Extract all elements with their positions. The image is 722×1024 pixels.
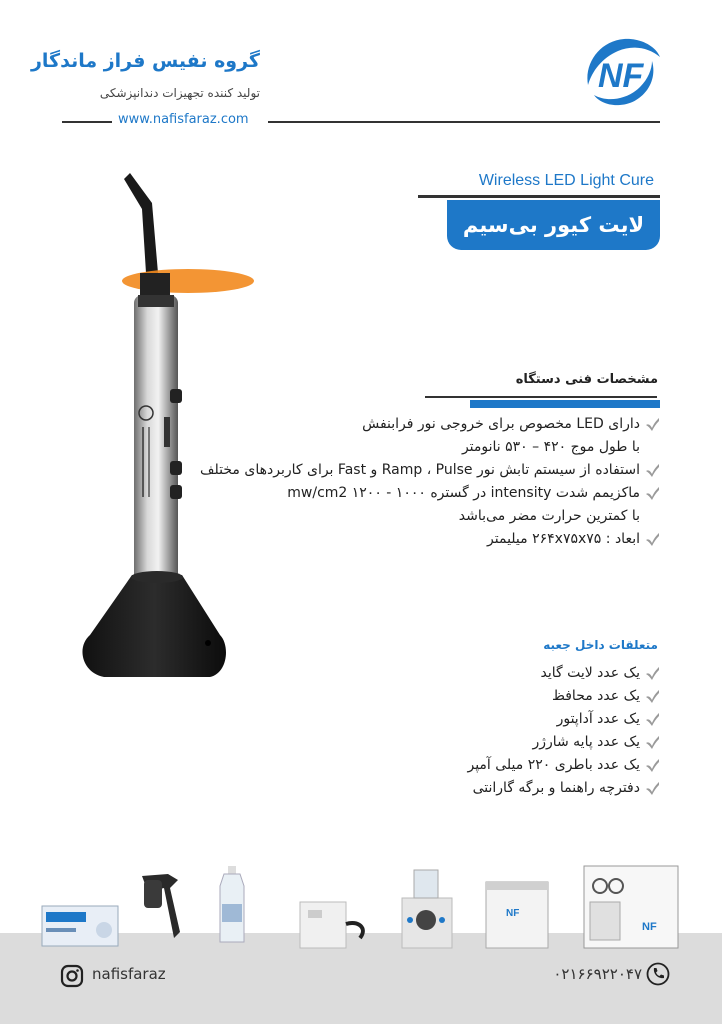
instagram-handle[interactable]: nafisfaraz xyxy=(92,965,166,983)
check-icon xyxy=(644,416,660,432)
divider xyxy=(470,400,660,408)
phone-number[interactable]: ۰۲۱۶۶۹۲۲۰۴۷ xyxy=(553,965,642,983)
spec-line: با طول موج ۴۲۰ – ۵۳۰ نانومتر xyxy=(461,439,640,455)
specs-heading: مشخصات فنی دستگاه xyxy=(515,372,658,387)
divider xyxy=(62,121,112,123)
check-icon xyxy=(644,485,660,501)
list-item xyxy=(340,662,660,685)
nf-logo-icon xyxy=(578,33,662,109)
divider xyxy=(418,195,660,198)
accessories-list xyxy=(340,662,660,800)
product-title-en: Wireless LED Light Cure xyxy=(478,172,654,189)
accessory-text: یک عدد محافظ xyxy=(551,688,640,704)
check-icon xyxy=(644,688,660,704)
svg-text:NF: NF xyxy=(642,921,657,933)
check-icon xyxy=(644,462,660,478)
spec-line: استفاده از سیستم تابش نور Ramp ، Pulse و Fast برای کاربردهای مختلف xyxy=(200,462,640,478)
check-icon xyxy=(644,531,660,547)
list-item xyxy=(340,731,660,754)
list-item xyxy=(160,482,660,505)
phone-icon xyxy=(646,962,670,986)
divider xyxy=(425,396,657,398)
list-item xyxy=(340,777,660,800)
list-item-continuation xyxy=(160,436,660,459)
list-item xyxy=(340,754,660,777)
check-icon xyxy=(644,711,660,727)
check-icon xyxy=(644,757,660,773)
list-item xyxy=(160,413,660,436)
spec-line: ماکزیمم شدت intensity در گستره ۱۰۰۰ - ۱۲۰۰ mw/cm2 xyxy=(287,485,640,501)
svg-text:NF: NF xyxy=(506,908,520,919)
check-icon xyxy=(644,734,660,750)
list-item xyxy=(160,459,660,482)
accessory-text: یک عدد آداپتور xyxy=(556,711,640,727)
instagram-icon xyxy=(60,964,84,988)
list-item xyxy=(340,685,660,708)
specs-list xyxy=(160,413,660,551)
product-title-fa-text: لایت کیور بی‌سیم xyxy=(462,213,645,237)
accessory-text: یک عدد باطری ۲۲۰ میلی آمپر xyxy=(467,757,640,773)
company-subtitle: تولید کننده تجهیزات دندانپزشکی xyxy=(99,86,260,100)
spec-line: دارای LED مخصوص برای خروجی نور فرابنفش xyxy=(362,416,640,432)
accessories-heading: متعلقات داخل جعبه xyxy=(543,638,658,652)
product-title-fa xyxy=(447,200,660,250)
spec-line: با کمترین حرارت مضر می‌باشد xyxy=(458,508,640,524)
accessory-text: یک عدد پایه شارژر xyxy=(532,734,640,750)
product-lineup-image xyxy=(38,858,688,954)
svg-text:NF: NF xyxy=(598,57,644,95)
list-item-continuation xyxy=(160,505,660,528)
check-icon xyxy=(644,780,660,796)
list-item xyxy=(160,528,660,551)
accessory-text: یک عدد لایت گاید xyxy=(540,665,640,681)
divider xyxy=(268,121,660,123)
website-link[interactable]: www.nafisfaraz.com xyxy=(118,112,249,127)
list-item xyxy=(340,708,660,731)
accessory-text: دفترچه راهنما و برگه گارانتی xyxy=(472,780,640,796)
spec-line: ابعاد : ۲۶۴x۷۵x۷۵ میلیمتر xyxy=(487,531,640,547)
check-icon xyxy=(644,665,660,681)
company-name: گروه نفیس فراز ماندگار xyxy=(30,50,260,72)
